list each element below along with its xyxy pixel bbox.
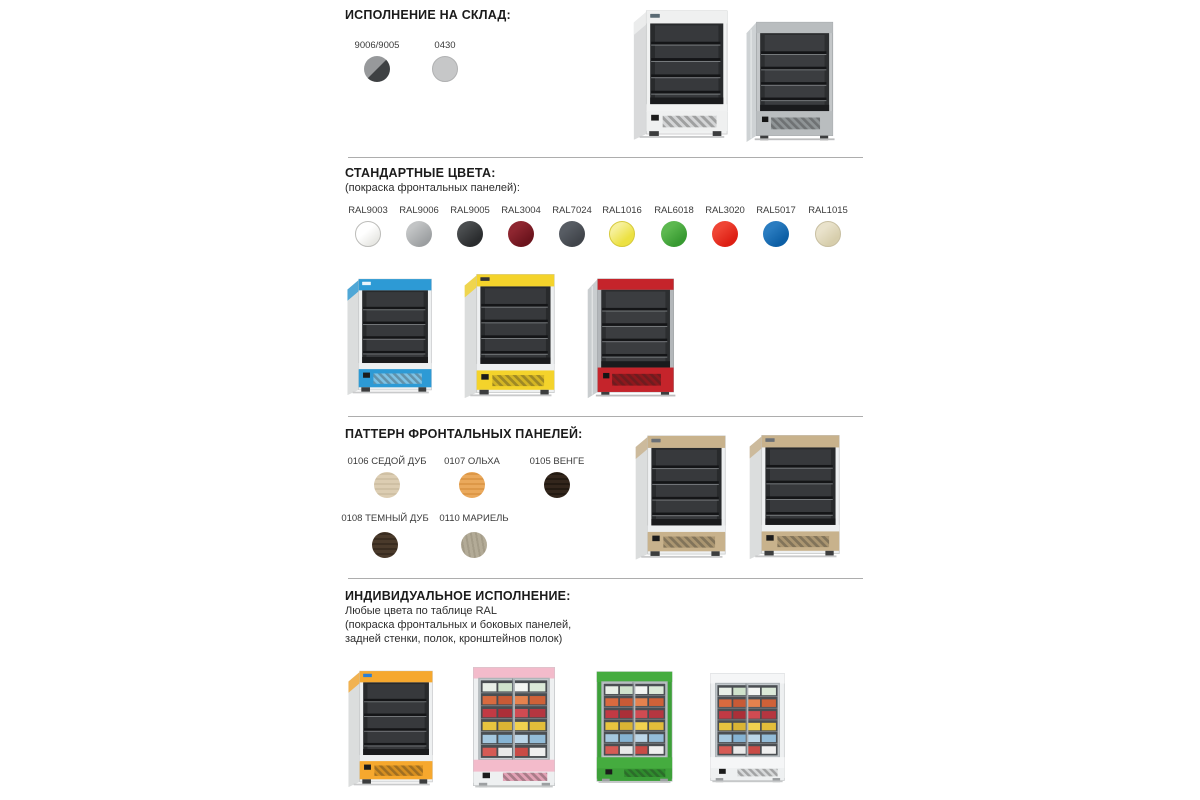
- swatch-label: 0105 ВЕНГЕ: [529, 456, 585, 467]
- custom-cabinet-pink-image: [466, 658, 562, 795]
- swatch-label: RAL3020: [705, 205, 745, 216]
- swatch-ral9003: [340, 205, 396, 247]
- pattern-cabinet-oak-image-2: [746, 428, 842, 561]
- color-dot-0107: [459, 472, 485, 498]
- color-dot-ral3020: [712, 221, 738, 247]
- swatch-label: RAL7024: [552, 205, 592, 216]
- swatch-label: 0110 МАРИЕЛЬ: [439, 513, 509, 524]
- color-dot-ral7024: [559, 221, 585, 247]
- swatch-0430: [405, 40, 485, 82]
- pattern-cabinet-oak-image-1: [632, 426, 728, 564]
- swatch-label: 0430: [434, 40, 456, 51]
- custom-cabinet-orange-image: [345, 656, 435, 797]
- color-dot-ral1015: [815, 221, 841, 247]
- swatch-label: RAL9005: [450, 205, 490, 216]
- swatch-label: 0108 ТЕМНЫЙ ДУБ: [341, 513, 429, 524]
- standard-colors-subtitle: (покраска фронтальных панелей):: [345, 182, 520, 194]
- color-dot-0105: [544, 472, 570, 498]
- color-dot-0108: [372, 532, 398, 558]
- standard-cabinet-yellow-image: [461, 268, 557, 399]
- color-dot-0110: [461, 532, 487, 558]
- color-dot-ral5017: [763, 221, 789, 247]
- custom-description-line: Любые цвета по таблице RAL: [345, 605, 497, 617]
- pattern-section-title: ПАТТЕРН ФРОНТАЛЬНЫХ ПАНЕЛЕЙ:: [345, 427, 583, 441]
- swatch-label: 0107 ОЛЬХА: [444, 456, 500, 467]
- custom-description-line: (покраска фронтальных и боковых панелей,: [345, 619, 572, 631]
- swatch-ral3020: [697, 205, 753, 247]
- color-dot-0106: [374, 472, 400, 498]
- swatch-ral3004: [493, 205, 549, 247]
- color-dot-ral3004: [508, 221, 534, 247]
- section-divider-1: [348, 157, 863, 158]
- swatch-0105: [507, 456, 607, 498]
- swatch-ral5017: [748, 205, 804, 247]
- swatch-label: 0106 СЕДОЙ ДУБ: [347, 456, 427, 467]
- stock-cabinet-gray-image: [741, 15, 841, 142]
- custom-section-title: ИНДИВИДУАЛЬНОЕ ИСПОЛНЕНИЕ:: [345, 589, 571, 603]
- swatch-ral1016: [594, 205, 650, 247]
- stock-cabinet-white-image: [630, 4, 730, 141]
- color-dot-ral6018: [661, 221, 687, 247]
- swatch-ral7024: [544, 205, 600, 247]
- swatch-ral6018: [646, 205, 702, 247]
- standard-cabinet-blue-image: [344, 270, 434, 399]
- swatch-0110: [424, 513, 524, 558]
- color-dot-ral9003: [355, 221, 381, 247]
- standard-cabinet-red-image: [585, 271, 679, 399]
- swatch-ral1015: [800, 205, 856, 247]
- swatch-label: RAL6018: [654, 205, 694, 216]
- swatch-label: RAL5017: [756, 205, 796, 216]
- swatch-label: RAL1016: [602, 205, 642, 216]
- color-dot-0430: [432, 56, 458, 82]
- standard-colors-title: СТАНДАРТНЫЕ ЦВЕТА:: [345, 166, 496, 180]
- swatch-ral9005: [442, 205, 498, 247]
- color-dot-9006-9005: [364, 56, 390, 82]
- stock-section-title: ИСПОЛНЕНИЕ НА СКЛАД:: [345, 8, 511, 22]
- custom-cabinet-green-image: [590, 657, 679, 796]
- color-dot-ral1016: [609, 221, 635, 247]
- section-divider-2: [348, 416, 863, 417]
- swatch-label: RAL9006: [399, 205, 439, 216]
- custom-cabinet-white-image: [704, 660, 791, 794]
- swatch-label: 9006/9005: [354, 40, 400, 51]
- custom-description-line: задней стенки, полок, кронштейнов полок): [345, 633, 563, 645]
- swatch-label: RAL3004: [501, 205, 541, 216]
- swatch-0108: [335, 513, 435, 558]
- color-dot-ral9006: [406, 221, 432, 247]
- swatch-label: RAL1015: [808, 205, 848, 216]
- color-dot-ral9005: [457, 221, 483, 247]
- swatch-ral9006: [391, 205, 447, 247]
- custom-description: [345, 604, 571, 646]
- swatch-label: RAL9003: [348, 205, 388, 216]
- section-divider-3: [348, 578, 863, 579]
